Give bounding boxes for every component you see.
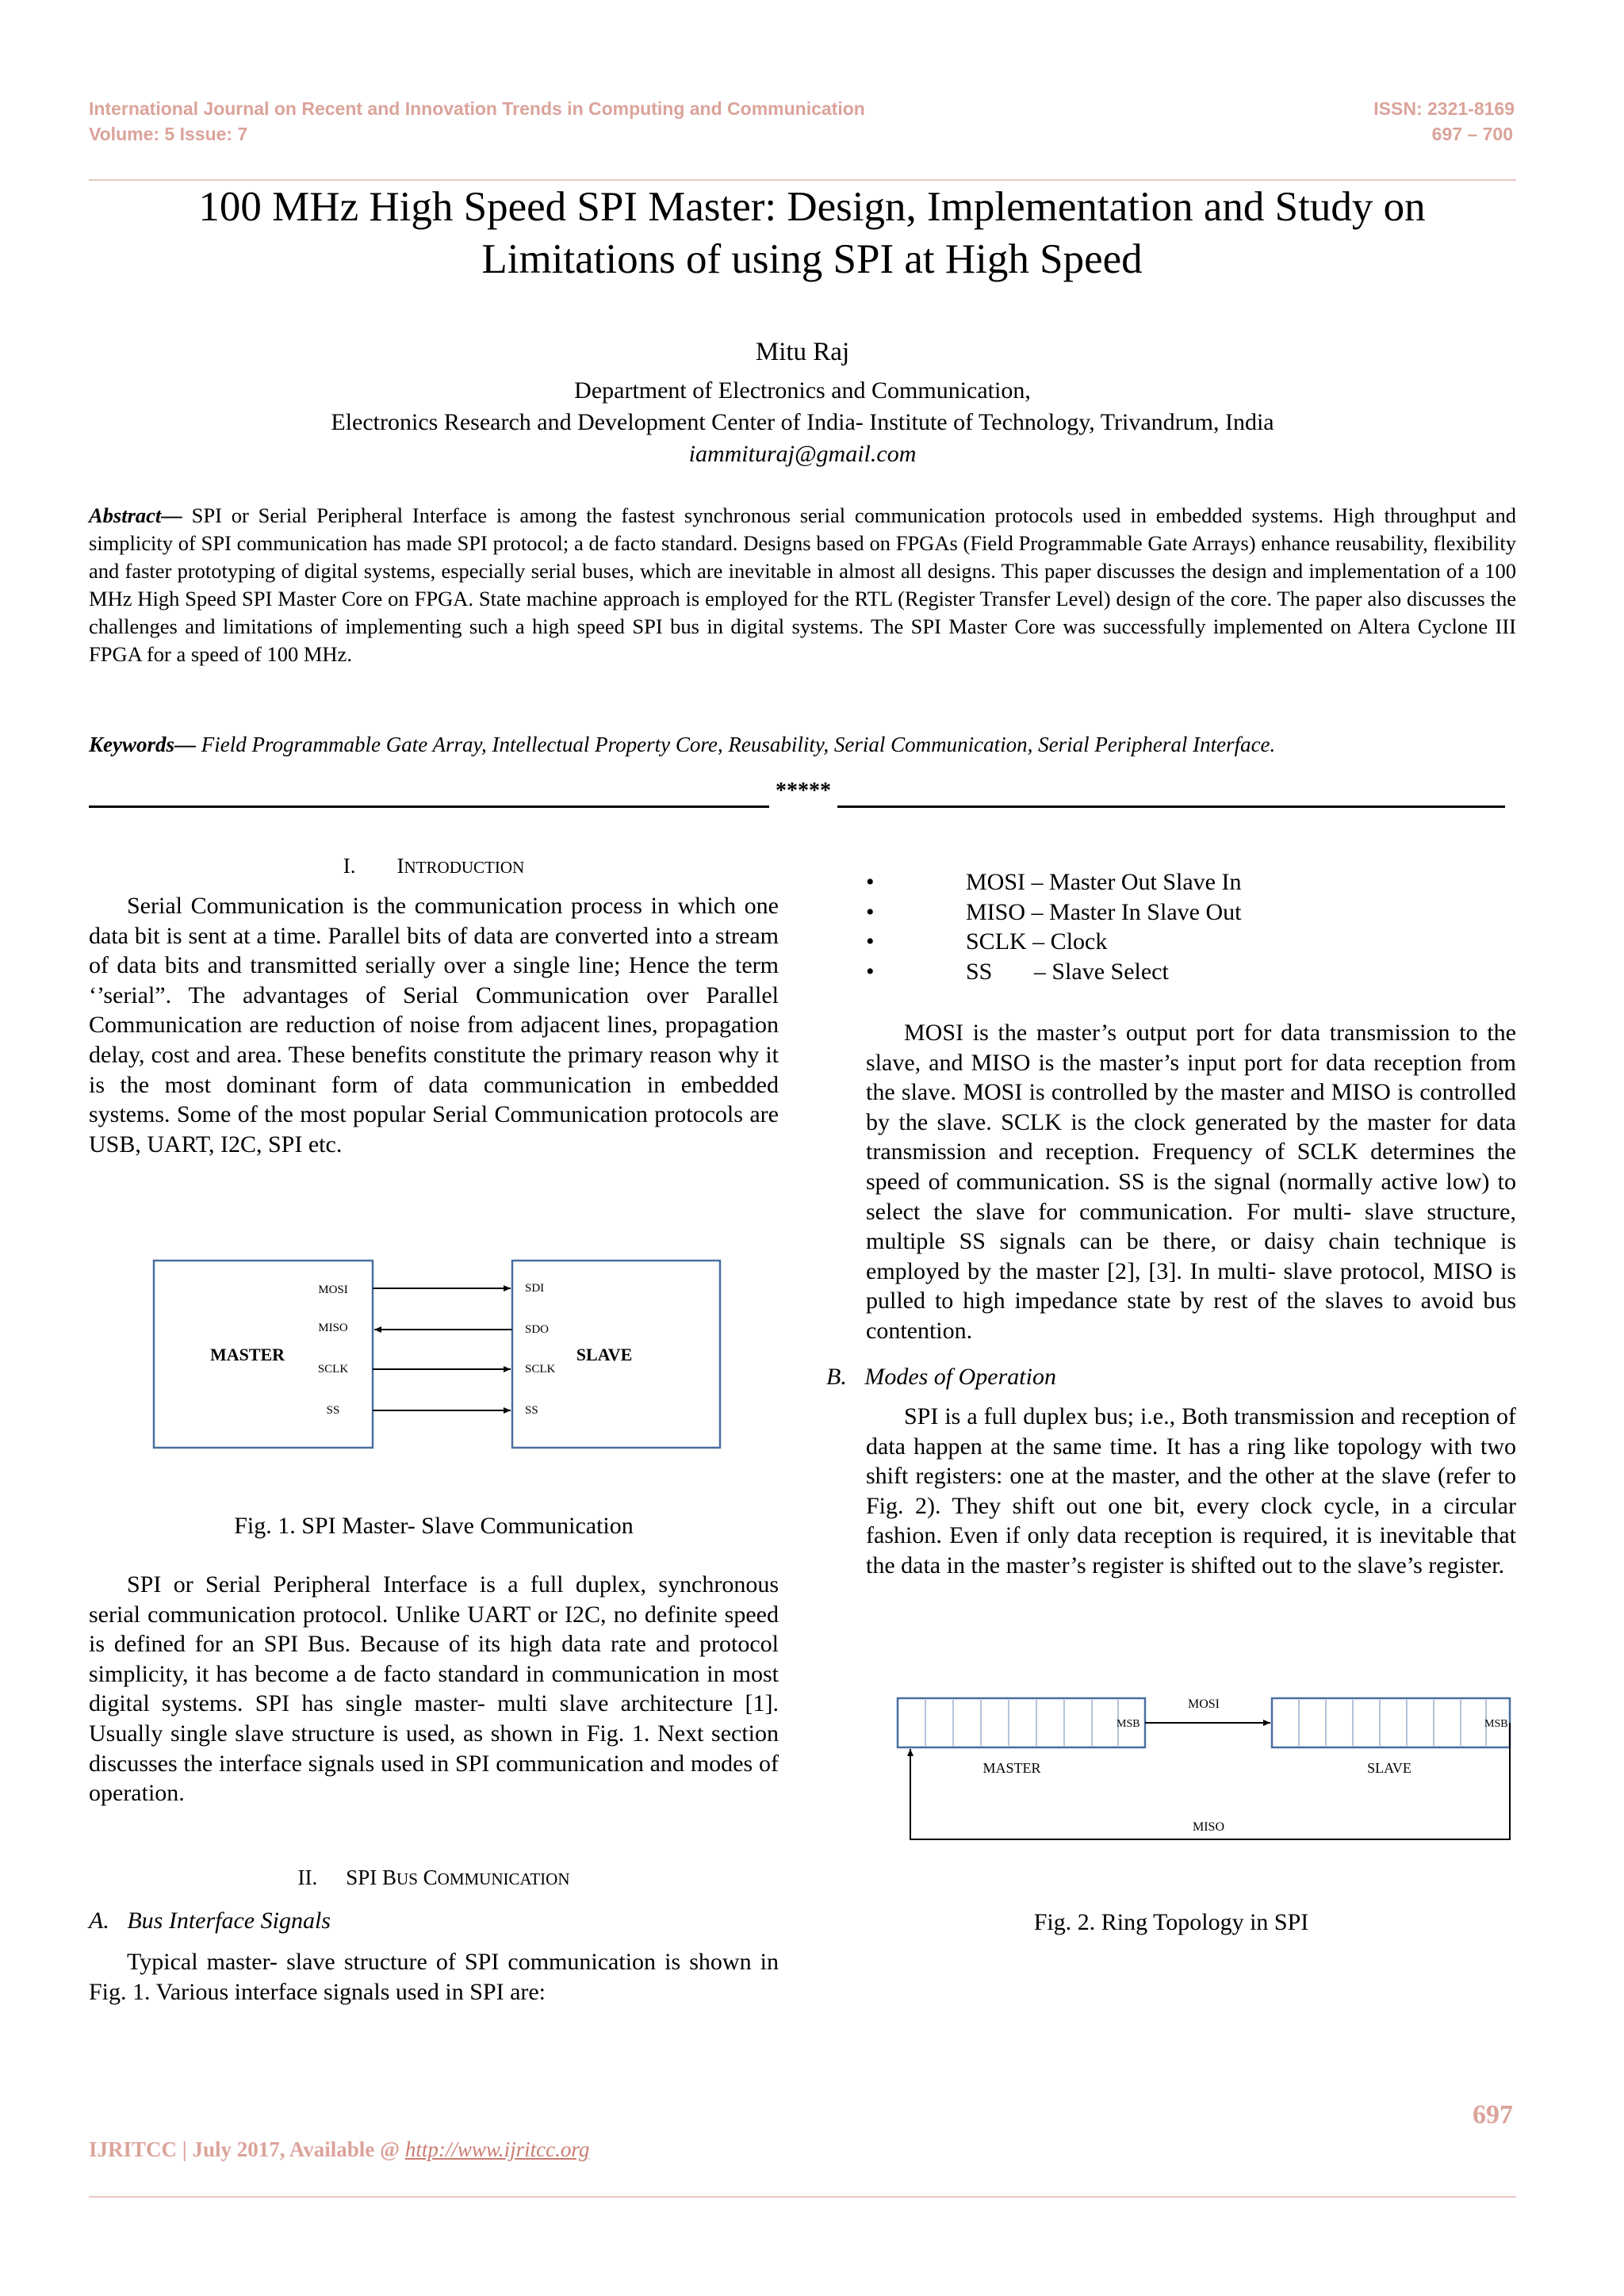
section-2-number: II. xyxy=(297,1866,318,1889)
list-item: • MISO – Master In Slave Out xyxy=(866,898,1242,925)
subsection-a-heading: A. Bus Interface Signals xyxy=(89,1908,331,1934)
signals-paragraph: MOSI is the master’s output port for data transmission to the slave, and MISO is the master’s input port for data reception from the slave. MOSI is controlled by the master and MISO is controlled by the slave. SCLK is the clock generated by the master for data transmission and reception. Frequency of SCLK determines the speed of communication. SS is the signal (normally active low) to select the slave for communication. For multi- slave structure, multiple SS signals can be there, or daisy chain technique is employed by the master [2], [3]. In multi- slave protocol, MISO is pulled to high impedance state by rest of the slaves to avoid bus contention. xyxy=(866,1020,1516,1344)
section-1-number: I. xyxy=(343,854,356,878)
port-sclk-slave: SCLK xyxy=(525,1363,556,1376)
author-email[interactable]: iammituraj@gmail.com xyxy=(688,441,917,467)
separator-line-left xyxy=(89,806,769,808)
master-shift-register xyxy=(898,1698,1145,1747)
figure-2-diagram xyxy=(894,1690,1513,1849)
master-label: MASTER xyxy=(982,1760,1041,1776)
port-ss-master: SS xyxy=(326,1404,340,1417)
intro-paragraph: Serial Communication is the communication process in which one data bit is sent at a time. Parallel bits of data are converted into a stream of data bits and transmitted serially over a single line; Hence the term ‘’serial”. The advantages of Serial Communication over Parallel Communication are reduction of noise from adjacent lines, propagation delay, cost and area. These benefits constitute the primary reason why it is the most dominant form of data communication in embedded systems. Some of the most popular Serial Communication protocols are USB, UART, I2C, SPI etc. xyxy=(89,893,779,1158)
signal-list xyxy=(866,867,1516,986)
modes-paragraph: SPI is a full duplex bus; i.e., Both transmission and reception of data happen at the same time. It has a ring like topology with two shift registers: one at the master, and the other at the slave (refer to Fig. 2). They shift out one bit, every clock cycle, in a circular fashion. Even if only data reception is required, it is inevitable that the data in the master’s register is shifted out to the slave’s register. xyxy=(866,1403,1516,1578)
port-sdo: SDO xyxy=(525,1323,550,1336)
miso-label: MISO xyxy=(1192,1820,1225,1834)
footer-link[interactable]: http://www.ijritcc.org xyxy=(404,2137,590,2161)
port-sdi: SDI xyxy=(525,1282,545,1295)
author-org: Electronics Research and Development Center of India- Institute of Technology, Trivandrum, India xyxy=(331,409,1274,435)
subsection-b-heading: B. Modes of Operation xyxy=(826,1364,1056,1390)
author-dept: Department of Electronics and Communication, xyxy=(574,377,1031,404)
page-range: 697 – 700 xyxy=(1431,124,1513,144)
abstract xyxy=(89,502,1516,668)
slave-msb-label: MSB xyxy=(1484,1718,1508,1730)
mosi-label: MOSI xyxy=(1187,1697,1220,1711)
author-name: Mitu Raj xyxy=(755,338,850,366)
port-mosi: MOSI xyxy=(318,1284,348,1296)
list-item: • MOSI – Master Out Slave In xyxy=(866,869,1242,895)
title-line-2: Limitations of using SPI at High Speed xyxy=(481,236,1143,282)
slave-label: SLAVE xyxy=(1367,1760,1411,1776)
abstract-text: SPI or Serial Peripheral Interface is among the fastest synchronous serial communication protocols used in embedded systems. High throughput and simplicity of SPI communication has made SPI protocol; a de facto standard. Designs based on FPGAs (Field Programmable Gate Arrays) enhance reusability, flexibility and faster prototyping of digital systems, especially serial buses, which are inevitable in almost all designs. This paper discusses the design and implementation of a 100 MHz High Speed SPI Master Core on FPGA. State machine approach is employed for the RTL (Register Transfer Level) design of the core. The paper also discusses the challenges and limitations of implementing such a high speed SPI bus in digital systems. The SPI Master Core was successfully implemented on Altera Cyclone III FPGA for a speed of 100 MHz. xyxy=(89,503,1516,666)
separator-line-right xyxy=(837,806,1505,808)
abstract-label: Abstract— xyxy=(89,503,182,527)
title-line-1: 100 MHz High Speed SPI Master: Design, Implementation and Study on xyxy=(198,184,1426,230)
keywords-label: Keywords— xyxy=(89,733,196,756)
port-ss-slave: SS xyxy=(525,1404,538,1417)
page-number: 697 xyxy=(1473,2100,1513,2130)
slave-label: SLAVE xyxy=(576,1345,633,1364)
list-item: • SCLK – Clock xyxy=(866,928,1108,955)
volume-issue: Volume: 5 Issue: 7 xyxy=(89,124,248,144)
footer-text: IJRITCC | July 2017, Available @ http://www.ijritcc.org xyxy=(89,2137,590,2161)
bus-interface-paragraph: Typical master- slave structure of SPI communication is shown in Fig. 1. Various interface signals used in SPI are: xyxy=(89,1949,779,2005)
separator-stars: ***** xyxy=(776,779,831,803)
issn: ISSN: 2321-8169 xyxy=(1373,98,1515,119)
port-sclk-master: SCLK xyxy=(317,1363,349,1376)
figure-1-caption: Fig. 1. SPI Master- Slave Communication xyxy=(234,1513,634,1539)
section-2-heading: II. SPI BUS COMMUNICATION xyxy=(297,1866,570,1889)
spi-intro-paragraph: SPI or Serial Peripheral Interface is a full duplex, synchronous serial communication protocol. Unlike UART or I2C, no definite speed is defined for an SPI Bus. Because of its high data rate and protocol simplicity, it has become a de facto standard in communication in most digital systems. SPI has single master- multi slave architecture [1]. Usually single slave structure is used, as shown in Fig. 1. Next section discusses the interface signals used in SPI communication and modes of operation. xyxy=(89,1571,779,1807)
list-item: • SS – Slave Select xyxy=(866,958,1169,985)
paper-title xyxy=(119,181,1505,285)
port-miso: MISO xyxy=(318,1322,348,1334)
footer-rule xyxy=(89,2196,1516,2198)
journal-name: International Journal on Recent and Innovation Trends in Computing and Communication xyxy=(89,98,865,119)
keywords-text: Field Programmable Gate Array, Intellectual Property Core, Reusability, Serial Communication, Serial Peripheral Interface. xyxy=(196,733,1276,756)
keywords xyxy=(89,731,1516,759)
master-label: MASTER xyxy=(209,1345,285,1364)
master-msb-label: MSB xyxy=(1116,1718,1140,1730)
figure-2-caption: Fig. 2. Ring Topology in SPI xyxy=(1033,1909,1309,1935)
section-1-heading: I. INTRODUCTION xyxy=(343,854,525,878)
slave-shift-register xyxy=(1272,1698,1510,1747)
figure-1-diagram xyxy=(152,1257,723,1452)
